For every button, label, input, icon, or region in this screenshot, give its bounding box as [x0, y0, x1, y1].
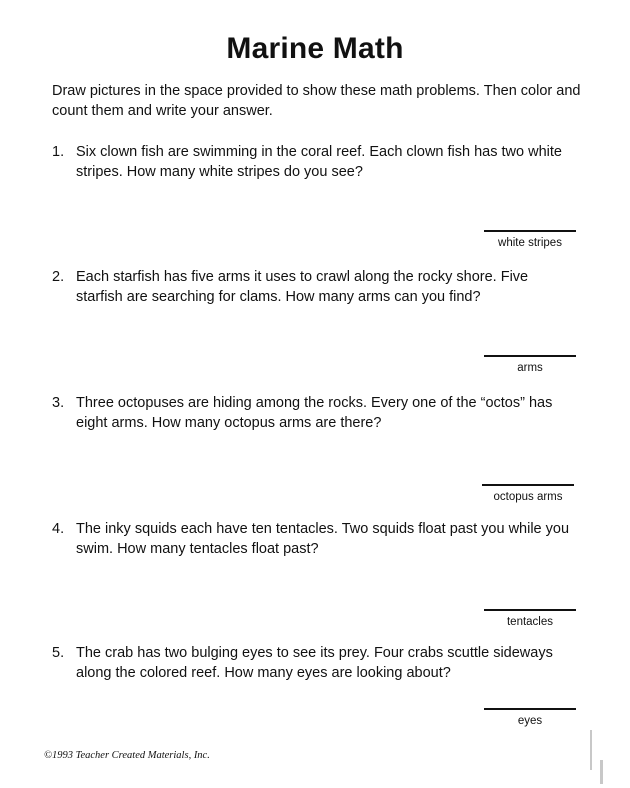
problem-text: Each starfish has five arms it uses to crawl along the rocky shore. Five starfish are searching for clams. How many arms can you find? — [76, 269, 529, 305]
answer-line — [484, 708, 576, 710]
answer-line — [484, 355, 576, 357]
answer-label: arms — [517, 362, 543, 374]
answer-label: eyes — [517, 715, 543, 727]
problem-5 — [52, 643, 572, 683]
problem-3 — [52, 393, 572, 433]
problem-number: 5. — [52, 645, 65, 661]
problem-1 — [52, 142, 572, 182]
scan-artifact — [590, 730, 592, 770]
problem-number: 1. — [52, 144, 65, 160]
answer-line — [484, 609, 576, 611]
problem-2 — [52, 267, 572, 307]
page-title: Marine Math — [226, 32, 404, 65]
problem-number: 3. — [52, 395, 65, 411]
problem-text: The crab has two bulging eyes to see its prey. Four crabs scuttle sideways along the colored reef. How many eyes are looking about? — [76, 645, 553, 681]
answer-blank-4[interactable] — [484, 609, 576, 629]
answer-blank-2[interactable] — [484, 355, 576, 375]
answer-label: tentacles — [506, 616, 554, 628]
problem-text: Six clown fish are swimming in the coral reef. Each clown fish has two white stripes. How many white stripes do you see? — [76, 144, 562, 180]
problem-number: 2. — [52, 269, 65, 285]
answer-blank-5[interactable] — [484, 708, 576, 728]
problem-text: The inky squids each have ten tentacles. Two squids float past you while you swim. How many tentacles float past? — [76, 521, 570, 557]
answer-label: octopus arms — [493, 491, 563, 503]
scan-artifact — [600, 760, 603, 784]
problem-4 — [52, 519, 572, 559]
instructions: Draw pictures in the space provided to show these math problems. Then color and count them and write your answer. — [52, 83, 581, 119]
answer-line — [482, 484, 574, 486]
answer-line — [484, 230, 576, 232]
problem-number: 4. — [52, 521, 65, 537]
answer-blank-1[interactable] — [484, 230, 576, 250]
copyright-notice: ©1993 Teacher Created Materials, Inc. — [44, 750, 210, 761]
answer-blank-3[interactable] — [482, 484, 574, 504]
problem-text: Three octopuses are hiding among the rocks. Every one of the “octos” has eight arms. How many octopus arms are there? — [76, 395, 553, 431]
answer-label: white stripes — [498, 237, 562, 249]
